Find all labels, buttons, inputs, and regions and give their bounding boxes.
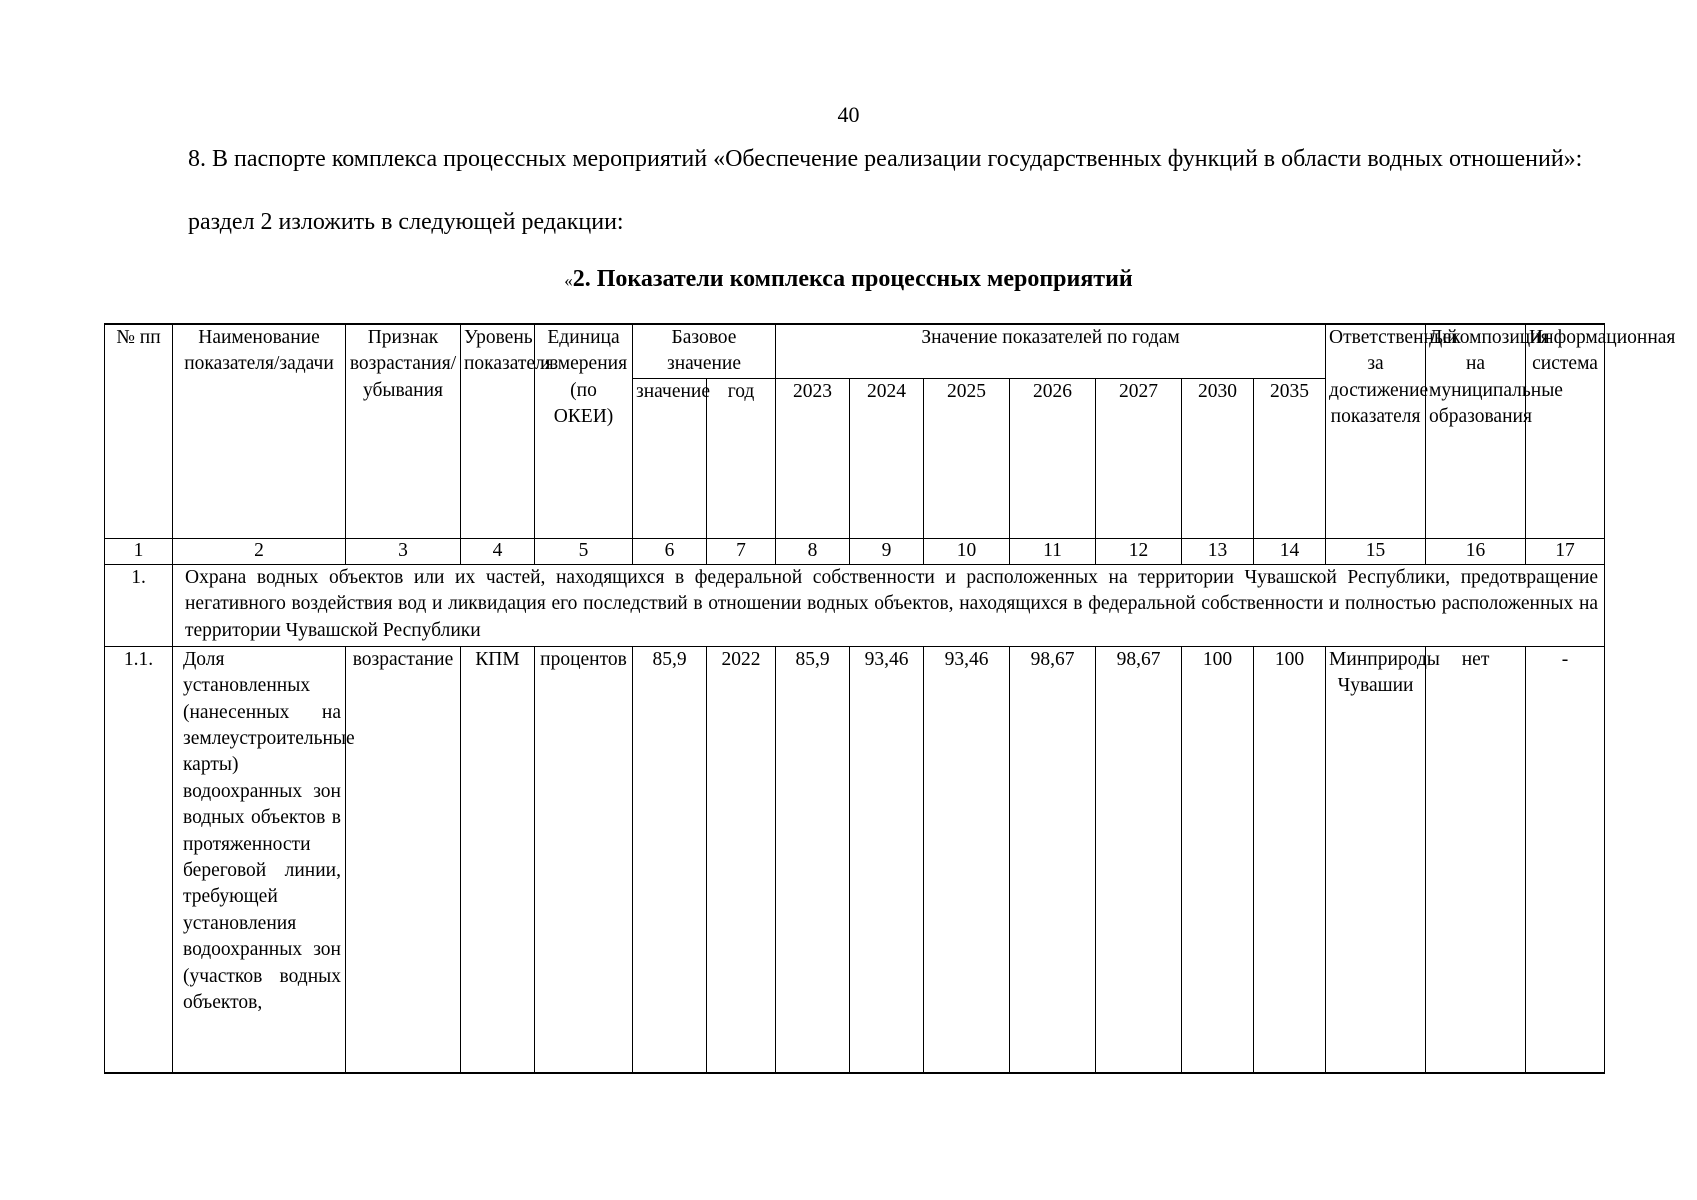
page-number: 40 <box>837 102 860 127</box>
header-base-year: год <box>707 378 776 538</box>
column-number: 1 <box>105 538 173 564</box>
indicator-sign: возрастание <box>346 646 461 1073</box>
column-number: 6 <box>633 538 707 564</box>
header-year-2023: 2023 <box>776 378 850 538</box>
column-numbers-row <box>105 538 1605 564</box>
header-sign: Признак возрастания/ убывания <box>346 324 461 538</box>
indicator-level: КПМ <box>461 646 535 1073</box>
indicator-name: Доля установленных (нанесенных на землеустроительные карты) водоохранных зон водных объектов в протяженности береговой линии, требующей установления водоохранных зон (участков водных объектов, <box>173 646 346 1073</box>
intro-instruction: раздел 2 изложить в следующей редакции: <box>188 209 624 235</box>
column-number: 11 <box>1010 538 1096 564</box>
base-year: 2022 <box>707 646 776 1073</box>
column-number: 3 <box>346 538 461 564</box>
header-base: Базовое значение <box>633 324 776 378</box>
column-number: 10 <box>924 538 1010 564</box>
header-year-2030: 2030 <box>1182 378 1254 538</box>
column-number: 9 <box>850 538 924 564</box>
header-year-2026: 2026 <box>1010 378 1096 538</box>
header-year-2025: 2025 <box>924 378 1010 538</box>
opening-quote: « <box>564 271 573 290</box>
value-2024: 93,46 <box>850 646 924 1073</box>
column-number: 16 <box>1426 538 1526 564</box>
header-years-group: Значение показателей по годам <box>776 324 1326 378</box>
column-number: 15 <box>1326 538 1426 564</box>
header-row-1 <box>105 324 1605 378</box>
column-number: 14 <box>1254 538 1326 564</box>
header-name: Наименование показателя/задачи <box>173 324 346 538</box>
column-number: 4 <box>461 538 535 564</box>
base-value: 85,9 <box>633 646 707 1073</box>
value-2025: 93,46 <box>924 646 1010 1073</box>
header-year-2027: 2027 <box>1096 378 1182 538</box>
column-number: 12 <box>1096 538 1182 564</box>
indicator-unit: процентов <box>535 646 633 1073</box>
header-unit: Единица измерения (по ОКЕИ) <box>535 324 633 538</box>
column-number: 2 <box>173 538 346 564</box>
column-number: 7 <box>707 538 776 564</box>
header-year-2035: 2035 <box>1254 378 1326 538</box>
row-number: 1.1. <box>105 646 173 1073</box>
decomposition-value: нет <box>1426 646 1526 1073</box>
goal-text: Охрана водных объектов или их частей, находящихся в федеральной собственности и расположенных на территории Чувашской Республики, предотвращение негативного воздействия вод и ликвидация его последствий в отношении водных объектов, находящихся в федеральной собственности и полностью расположенных на территории Чувашской Республики <box>173 564 1605 646</box>
header-info-system: Информационная система <box>1526 324 1605 538</box>
goal-row <box>105 564 1605 646</box>
indicators-table <box>104 323 1676 1074</box>
value-2035: 100 <box>1254 646 1326 1073</box>
column-number: 8 <box>776 538 850 564</box>
header-responsible: Ответственный за достижение показателя <box>1326 324 1426 538</box>
info-system-value: - <box>1526 646 1605 1073</box>
header-decomposition: Декомпозиция на муниципальные образования <box>1426 324 1526 538</box>
section-title <box>0 266 1697 293</box>
header-year-2024: 2024 <box>850 378 924 538</box>
header-level: Уровень показателя <box>461 324 535 538</box>
table-row <box>105 646 1605 1073</box>
value-2030: 100 <box>1182 646 1254 1073</box>
header-base-value: значение <box>633 378 707 538</box>
header-num: № пп <box>105 324 173 538</box>
value-2027: 98,67 <box>1096 646 1182 1073</box>
column-number: 5 <box>535 538 633 564</box>
column-number: 13 <box>1182 538 1254 564</box>
value-2023: 85,9 <box>776 646 850 1073</box>
goal-number: 1. <box>105 564 173 646</box>
column-number: 17 <box>1526 538 1605 564</box>
section-title-text: 2. Показатели комплекса процессных мероприятий <box>572 266 1133 292</box>
responsible-body: Минприроды Чувашии <box>1326 646 1426 1073</box>
intro-paragraph: 8. В паспорте комплекса процессных мероприятий «Обеспечение реализации государственных функций в области водных отношений»: <box>188 146 1583 172</box>
value-2026: 98,67 <box>1010 646 1096 1073</box>
